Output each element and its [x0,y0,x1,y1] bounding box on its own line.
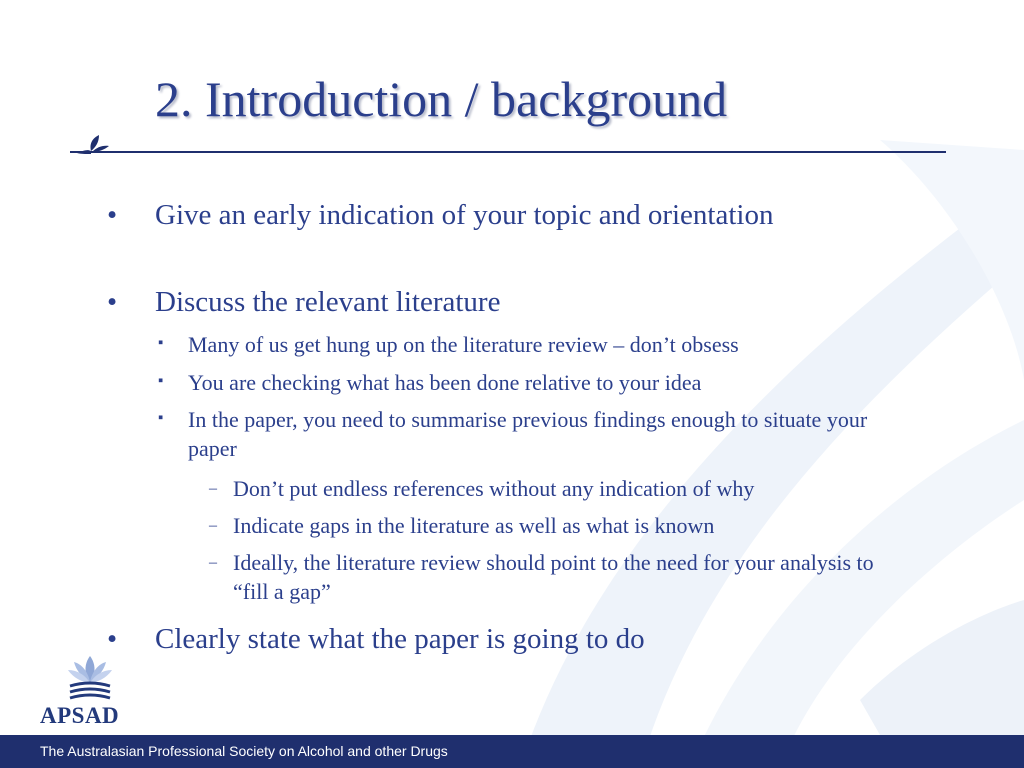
bullet-marker: • [107,286,118,318]
dash-marker: – [209,554,217,571]
bullet-text: Discuss the relevant literature [155,286,501,318]
sub-sub-bullet-text: Don’t put endless references without any indication of why [233,476,755,501]
dash-marker: – [209,480,217,497]
sub-bullet-text: Many of us get hung up on the literature review – don’t obsess [188,332,739,357]
sub-sub-bullet-text: Ideally, the literature review should point to the need for your analysis to “fill a gap” [233,550,874,604]
sub-sub-bullet-item [209,511,923,540]
sub-bullet-text: In the paper, you need to summarise previous findings enough to situate your paper [188,407,868,461]
sub-bullet-item [158,368,908,397]
sub-bullet-marker: ▪ [158,410,164,426]
footer-text: The Australasian Professional Society on Alcohol and other Drugs [40,743,448,759]
sub-bullet-marker: ▪ [158,373,164,389]
bullet-marker: • [107,623,118,655]
bullet-item [107,283,815,321]
bullet-item [107,196,815,234]
sub-bullet-marker: ▪ [158,335,164,351]
bullet-text: Give an early indication of your topic and orientation [155,199,774,231]
bullet-item [107,620,815,658]
bullet-text: Clearly state what the paper is going to do [155,623,645,655]
sub-bullet-text: You are checking what has been done relative to your idea [188,370,702,395]
logo-text: APSAD [40,703,120,728]
sub-bullet-item [158,405,908,463]
footer-bar [0,735,1024,768]
sub-bullet-item [158,330,908,359]
sub-sub-bullet-item [209,474,923,503]
sub-sub-bullet-item [209,548,883,606]
slide-title: 2. Introduction / background [155,71,728,127]
bullet-marker: • [107,199,118,231]
dash-marker: – [209,517,217,534]
sub-sub-bullet-text: Indicate gaps in the literature as well as what is known [233,513,715,538]
